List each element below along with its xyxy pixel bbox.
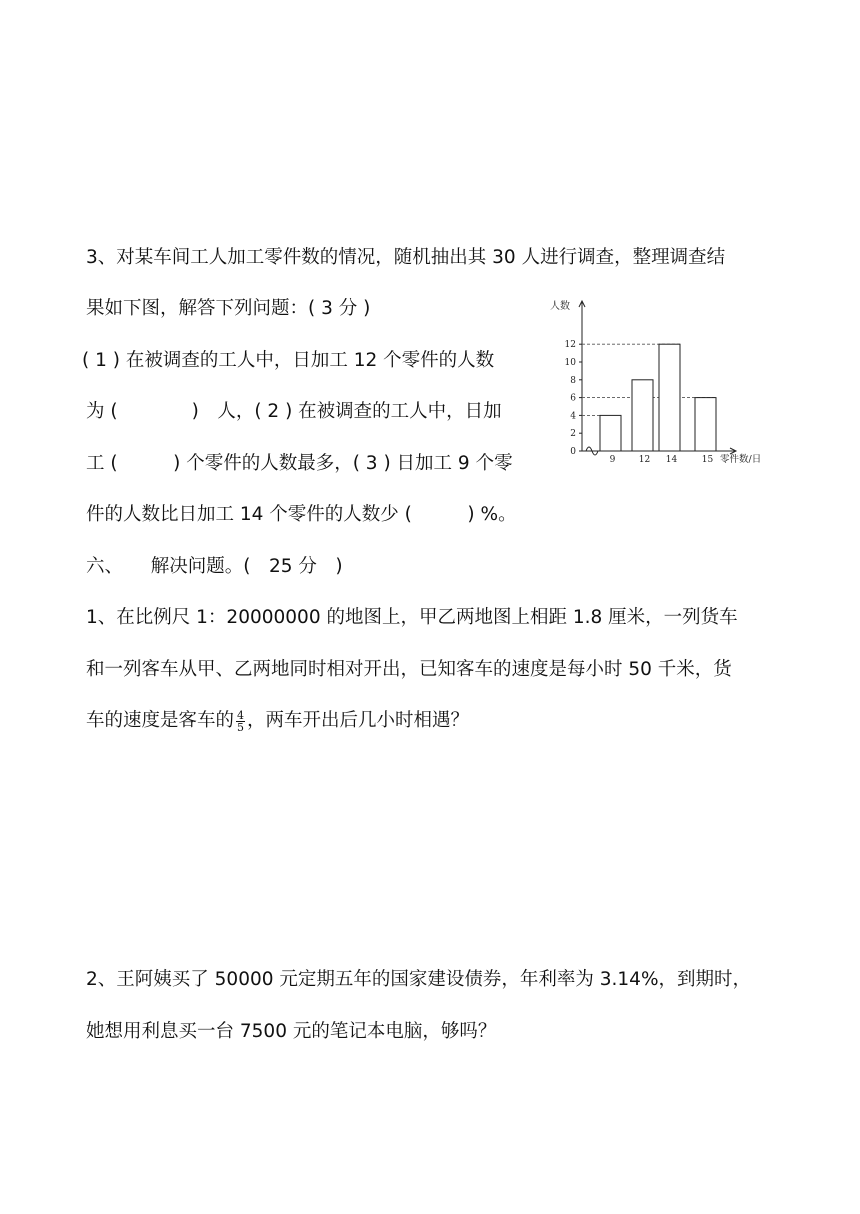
fraction-four-fifths: [236, 710, 245, 733]
x-tick-label-15: 15: [701, 455, 714, 465]
question-1-line-3: [86, 708, 469, 734]
bar-9: [600, 415, 621, 451]
y-tick-label-2: 2: [570, 429, 576, 440]
chart-x-ticks: [610, 455, 714, 465]
problem-3-line-1: 3、对某车间工人加工零件数的情况，随机抽出其 30 人进行调查，整理调查结: [86, 247, 726, 268]
problem-3-line-5: 工 ( ) 个零件的人数最多，( 3 ) 日加工 9 个零: [86, 453, 513, 474]
question-1-line-3-end: ，两车开出后几小时相遇？: [247, 710, 470, 731]
chart-x-axis-label: 零件数/日: [720, 454, 762, 465]
y-tick-label-8: 8: [570, 375, 576, 386]
y-tick-label-0: 0: [570, 447, 576, 457]
x-tick-label-9: 9: [609, 455, 616, 465]
question-2-line-2: 她想用利息买一台 7500 元的笔记本电脑，够吗？: [86, 1021, 497, 1042]
problem-3-line-4: 为 ( ) 人，( 2 ) 在被调查的工人中，日加: [86, 401, 502, 422]
y-tick-label-6: 6: [570, 393, 576, 404]
problem-3-line-3: ( 1 ) 在被调查的工人中，日加工 12 个零件的人数: [82, 350, 495, 371]
question-1-line-2: 和一列客车从甲、乙两地同时相对开出，已知客车的速度是每小时 50 千米，货: [86, 659, 732, 680]
question-1-line-1: 1、在比例尺 1：20000000 的地图上，甲乙两地图上相距 1.8 厘米，一列货车: [86, 607, 738, 628]
problem-3-line-2: 果如下图，解答下列问题：( 3 分 ): [86, 298, 371, 319]
fraction-denominator: 5: [237, 720, 245, 734]
chart-y-ticks: [565, 340, 582, 457]
x-tick-label-14: 14: [665, 455, 678, 465]
x-tick-label-12: 12: [638, 455, 651, 465]
bar-15: [695, 398, 716, 451]
problem-3-line-6: 件的人数比日加工 14 个零件的人数少 ( ) %。: [86, 504, 517, 525]
bar-12: [632, 380, 653, 451]
y-tick-label-12: 12: [564, 340, 576, 351]
question-2-line-1: 2、王阿姨买了 50000 元定期五年的国家建设债券，年利率为 3.14%，到期时，: [86, 969, 752, 990]
bar-14: [659, 344, 680, 451]
bar-chart: [548, 296, 788, 472]
fraction-numerator: 4: [237, 708, 245, 722]
section-6-heading: 六、 解决问题。( 25 分 ): [86, 556, 343, 577]
y-tick-label-10: 10: [564, 358, 576, 368]
chart-y-axis-label: 人数: [550, 301, 570, 312]
y-tick-label-4: 4: [570, 411, 576, 422]
question-1-line-3-start: 车的速度是客车的: [86, 710, 235, 731]
